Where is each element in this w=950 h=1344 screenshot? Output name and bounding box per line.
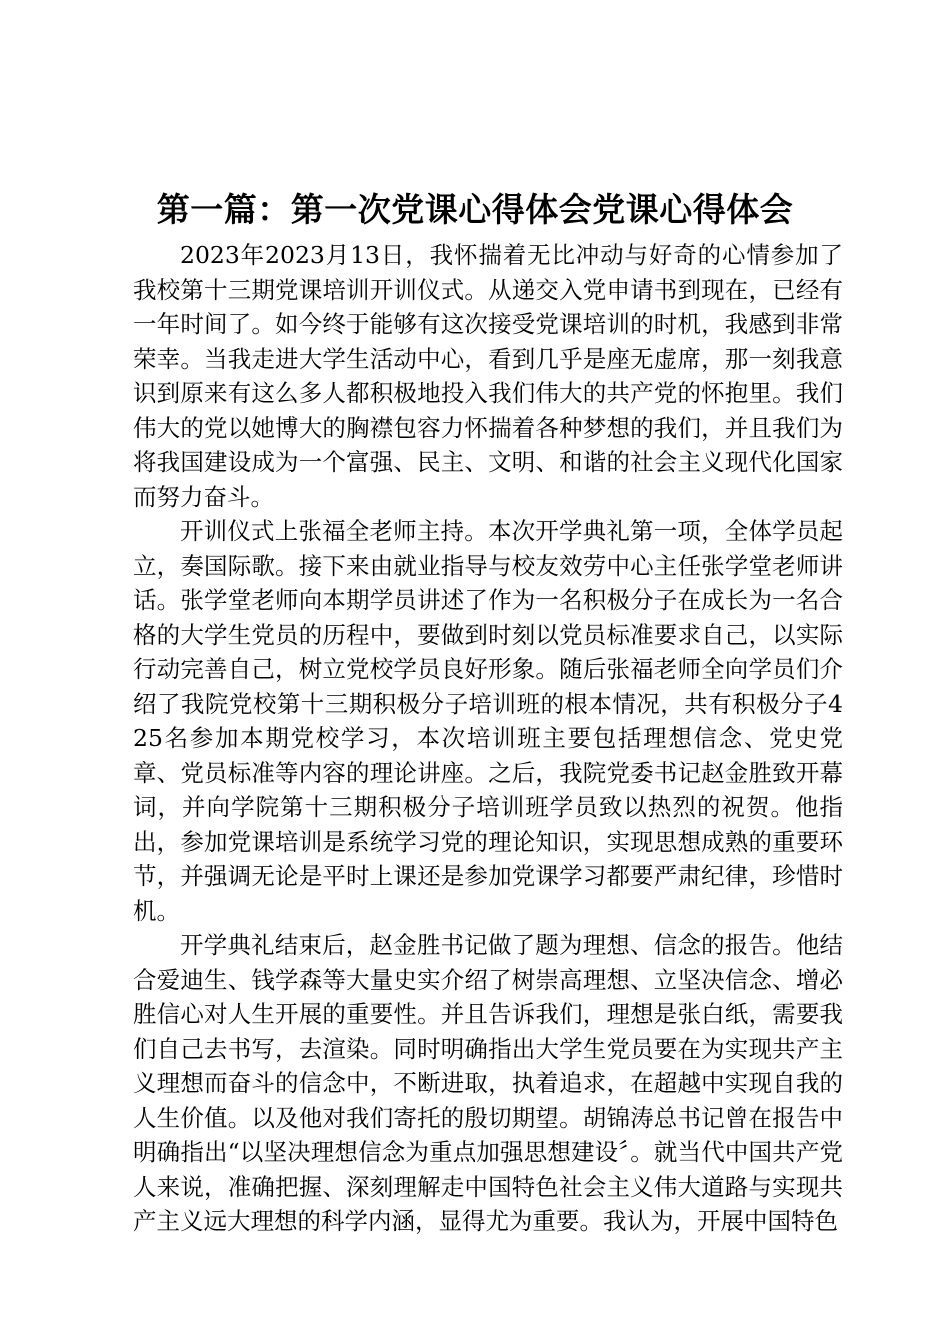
document-title: 第一篇：第一次党课心得体会党课心得体会 [156, 190, 794, 229]
paragraph-3: 开学典礼结束后，赵金胜书记做了题为理想、信念的报告。他结合爱迪生、钱学森等大量史实介绍了树崇高理想、立坚决信念、增必胜信心对人生开展的重要性。并且告诉我们，理想是张白纸，需要我们自己去书写，去渲染。同时明确指出大学生党员要在为实现共产主义理想而奋斗的信念中，不断进取，执着追求，在超越中实现自我的人生价值。以及他对我们寄托的殷切期望。胡锦涛总书记曾在报告中明确指出“以坚决理想信念为重点加强思想建设〞。就当代中国共产党人来说，准确把握、深刻理解走中国特色社会主义伟大道路与实现共产主义远大理想的科学内涵，显得尤为重要。我认为，开展中国特色 [133, 931, 843, 1235]
paragraph-2: 开训仪式上张福全老师主持。本次开学典礼第一项，全体学员起立，奏国际歌。接下来由就业指导与校友效劳中心主任张学堂老师讲话。张学堂老师向本期学员讲述了作为一名积极分子在成长为一名合格的大学生党员的历程中，要做到时刻以党员标准要求自己，以实际行动完善自己，树立党校学员良好形象。随后张福老师全向学员们介绍了我院党校第十三期积极分子培训班的根本情况，共有积极分子425名参加本期党校学习，本次培训班主要包括理想信念、党史党章、党员标准等内容的理论讲座。之后，我院党委书记赵金胜致开幕词，并向学院第十三期积极分子培训班学员致以热烈的祝贺。他指出，参加党课培训是系统学习党的理论知识，实现思想成熟的重要环节，并强调无论是平时上课还是参加党课学习都要严肃纪律，珍惜时机。 [133, 517, 843, 925]
document-body [133, 238, 843, 1239]
paragraph-1: 2023年2023月13日，我怀揣着无比冲动与好奇的心情参加了我校第十三期党课培训开训仪式。从递交入党申请书到现在，已经有一年时间了。如今终于能够有这次接受党课培训的时机，我感到非常荣幸。当我走进大学生活动中心，看到几乎是座无虚席，那一刻我意识到原来有这么多人都积极地投入我们伟大的共产党的怀抱里。我们伟大的党以她博大的胸襟包容力怀揣着各种梦想的我们，并且我们为将我国建设成为一个富强、民主、文明、和谐的社会主义现代化国家而努力奋斗。 [133, 241, 843, 511]
